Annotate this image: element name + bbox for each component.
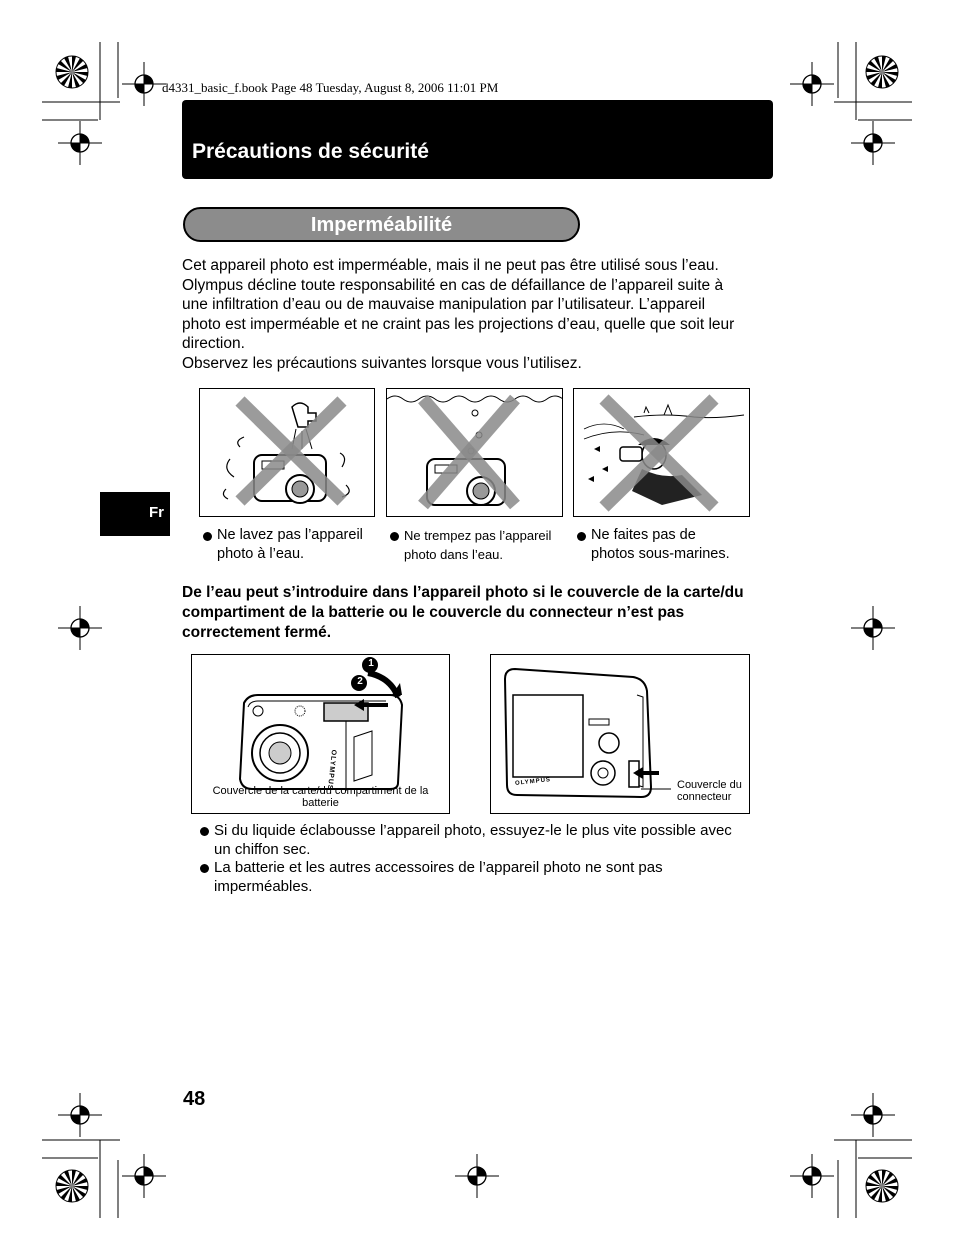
illustration-washing bbox=[199, 388, 375, 517]
warning-line: correctement fermé. bbox=[182, 624, 332, 641]
caption-line: Ne trempez pas l’appareil bbox=[404, 528, 552, 543]
figure-battery-cover bbox=[191, 654, 450, 814]
illustration-submerging bbox=[386, 388, 563, 517]
figure-connector-cover bbox=[490, 654, 750, 814]
intro-line: photo est imperméable et ne craint pas les projections d’eau, quelle que soit leur bbox=[182, 315, 735, 333]
bullet-icon bbox=[203, 532, 212, 541]
caption-line: photos sous-marines. bbox=[591, 546, 730, 562]
note-line: un chiffon sec. bbox=[214, 841, 311, 858]
bullet-icon bbox=[390, 532, 399, 541]
page-number: 48 bbox=[183, 1088, 206, 1110]
bullet-icon bbox=[200, 864, 209, 873]
note-splash bbox=[214, 821, 732, 859]
title-bar bbox=[182, 100, 773, 179]
intro-line: une infiltration d’eau ou de mauvaise manipulation par l’utilisateur. L’appareil bbox=[182, 296, 706, 314]
caption-line: Ne faites pas de bbox=[591, 527, 696, 543]
warning-paragraph bbox=[182, 583, 744, 643]
caption-line: Couvercle de la carte/du compartiment de la bbox=[212, 785, 429, 797]
intro-line: direction. bbox=[182, 335, 245, 353]
caption-line: photo à l’eau. bbox=[217, 546, 305, 562]
caption-line: batterie bbox=[302, 797, 339, 809]
page-title: Précautions de sécurité bbox=[192, 140, 429, 163]
connector-cover-caption bbox=[677, 779, 742, 803]
bullet-icon bbox=[200, 827, 209, 836]
note-line: La batterie et les autres accessoires de l’appareil photo ne sont pas bbox=[214, 859, 663, 876]
camera-brand-mark: OLYMPUS bbox=[514, 777, 552, 787]
intro-line: Observez les précautions suivantes lorsque vous l’utilisez. bbox=[182, 354, 582, 372]
caption-washing bbox=[217, 526, 363, 564]
section-heading: Imperméabilité bbox=[310, 214, 453, 236]
bullet-icon bbox=[577, 532, 586, 541]
step-1-label: 1 bbox=[368, 658, 374, 669]
battery-cover-caption bbox=[198, 785, 443, 809]
file-info-line: d4331_basic_f.book Page 48 Tuesday, August 8, 2006 11:01 PM bbox=[162, 80, 499, 95]
step-2-label: 2 bbox=[357, 676, 363, 687]
caption-line: Couvercle du bbox=[677, 779, 742, 791]
language-tab-label: Fr bbox=[149, 504, 164, 521]
caption-line: Ne lavez pas l’appareil bbox=[217, 527, 363, 543]
warning-line: compartiment de la batterie ou le couvercle du connecteur n’est pas bbox=[182, 604, 685, 621]
note-accessories bbox=[214, 858, 663, 896]
submerged-camera-illustration bbox=[387, 389, 562, 516]
warning-line: De l’eau peut s’introduire dans l’appareil photo si le couvercle de la carte/du bbox=[182, 584, 744, 601]
intro-line: Olympus décline toute responsabilité en cas de défaillance de l’appareil suite à bbox=[182, 276, 724, 294]
washing-camera-illustration bbox=[200, 389, 374, 516]
note-line: Si du liquide éclabousse l’appareil photo, essuyez-le le plus vite possible avec bbox=[214, 822, 732, 839]
caption-submerging bbox=[404, 526, 551, 564]
caption-line: connecteur bbox=[677, 791, 732, 803]
note-line: imperméables. bbox=[214, 878, 313, 895]
language-tab bbox=[100, 492, 170, 536]
intro-paragraph bbox=[182, 256, 734, 374]
caption-underwater bbox=[591, 526, 730, 564]
caption-line: photo dans l’eau. bbox=[404, 547, 504, 562]
section-heading-pill bbox=[183, 207, 580, 242]
camera-brand-mark: OLYMPUS bbox=[325, 749, 337, 791]
illustration-underwater bbox=[573, 388, 750, 517]
underwater-photo-illustration bbox=[574, 389, 749, 516]
intro-line: Cet appareil photo est imperméable, mais il ne peut pas être utilisé sous l’eau. bbox=[182, 257, 719, 274]
